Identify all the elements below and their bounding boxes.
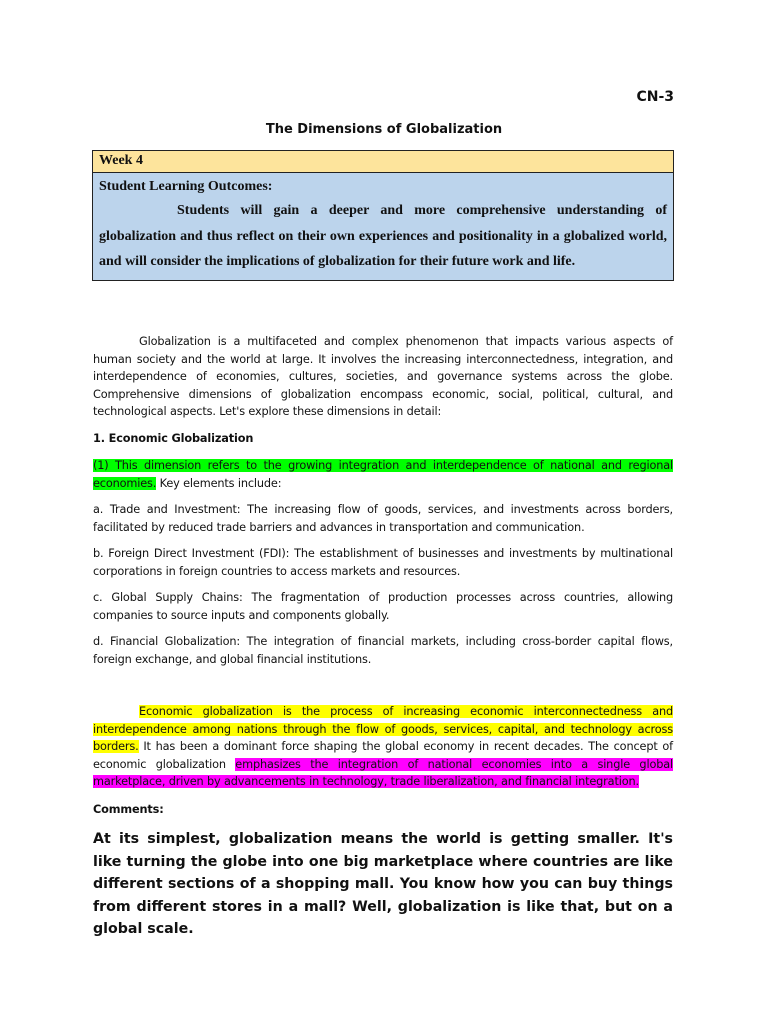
document-body <box>93 333 673 941</box>
learning-outcomes-heading: Student Learning Outcomes: <box>99 179 273 194</box>
comments-label: Comments: <box>93 802 164 816</box>
learning-outcomes-box <box>92 150 674 281</box>
document-code: CN-3 <box>636 89 674 105</box>
week-label: Week 4 <box>93 151 673 173</box>
yellow-highlight: Economic globalization is the process of increasing economic interconnectedness and interdependence among nations through the flow of goods, services, capital, and technology across borders. <box>93 705 673 753</box>
list-item: a. Trade and Investment: The increasing flow of goods, services, and investments across borders, facilitated by reduced trade barriers and advances in transportation and communication. <box>93 503 673 534</box>
magenta-highlight: emphasizes the integration of national economies into a single global marketplace, driven by advancements in technology, trade liberalization, and financial integration. <box>93 757 673 788</box>
learning-outcomes-text: Students will gain a deeper and more comprehensive understanding of globalization and thus reflect on their own experiences and positionality in a globalized world, and will consider the implications of globalization for their future work and life. <box>99 203 667 269</box>
definition-paragraph <box>93 457 673 492</box>
summary-paragraph <box>93 703 673 791</box>
green-highlight: (1) This dimension refers to the growing integration and interdependence of national and regional economies. <box>93 459 673 490</box>
comments-text: At its simplest, globalization means the world is getting smaller. It's like turning the globe into one big marketplace where countries are like different sections of a shopping mall. You know how you can buy things from different stores in a mall? Well, globalization is like that, but on a global scale. <box>93 831 673 937</box>
definition-rest: Key elements include: <box>156 476 282 490</box>
list-item: d. Financial Globalization: The integration of financial markets, including cross-border capital flows, foreign exchange, and global financial institutions. <box>93 635 673 666</box>
section-heading: 1. Economic Globalization <box>93 431 254 445</box>
intro-paragraph: Globalization is a multifaceted and complex phenomenon that impacts various aspects of human society and the world at large. It involves the increasing interconnectedness, integration, and interdependence of economies, cultures, societies, and governance systems across the globe. Comprehensive dimensions of globalization encompass economic, social, political, cultural, and technological aspects. Let's explore these dimensions in detail: <box>93 335 673 418</box>
list-item: c. Global Supply Chains: The fragmentation of production processes across countries, allowing companies to source inputs and components globally. <box>93 591 673 622</box>
summary-middle: It has been a dominant force shaping the global economy in recent decades. The concept of economic globalization <box>93 740 673 771</box>
learning-outcomes-body <box>93 173 673 280</box>
list-item: b. Foreign Direct Investment (FDI): The establishment of businesses and investments by multinational corporations in foreign countries to access markets and resources. <box>93 547 673 578</box>
page-title: The Dimensions of Globalization <box>265 122 503 137</box>
